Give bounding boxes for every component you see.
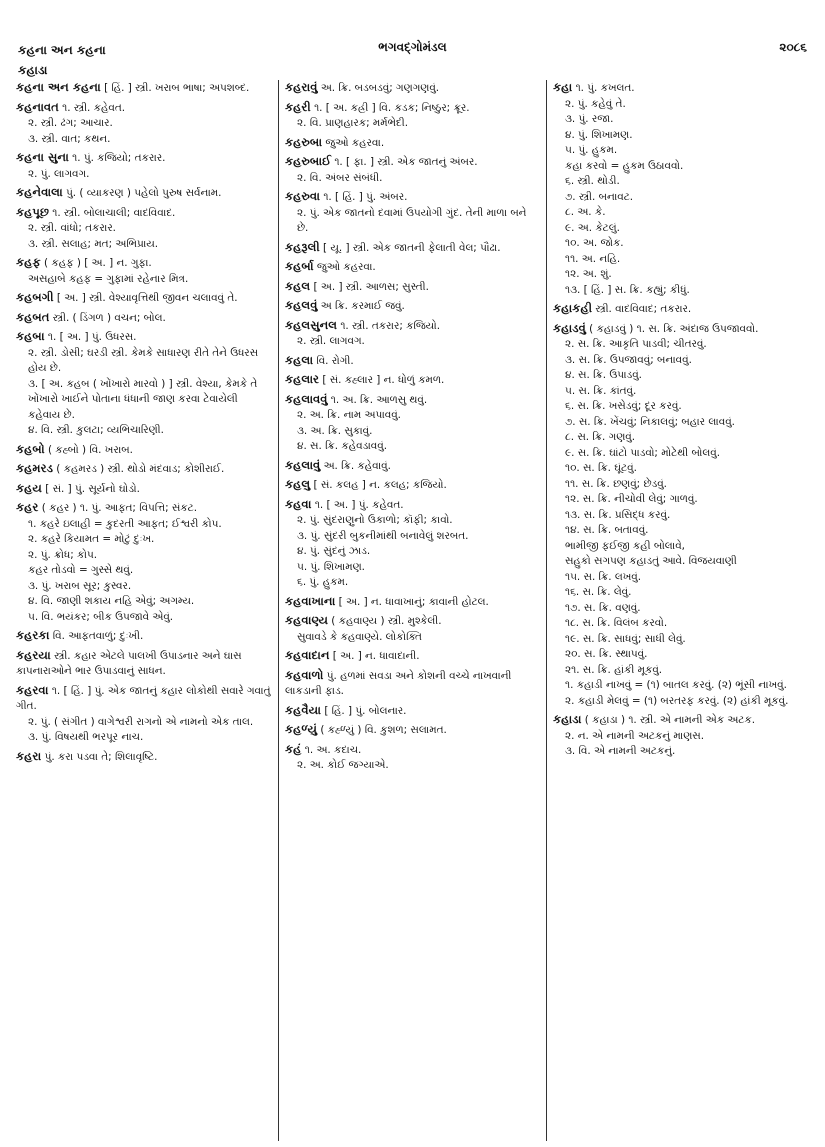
sense-line: ૨. પું. લાગવગ. <box>28 167 90 180</box>
columns <box>10 80 815 1141</box>
column-1 <box>10 80 278 1141</box>
sense-line: ૨. પું. ક્રોધ; કોપ. <box>28 548 98 561</box>
book-title: ભગવદ્ગોમંડલ <box>378 40 447 54</box>
sense-line: ૨. અ. કોઈ જગ્યાએ. <box>297 759 389 771</box>
definition: પું. ( વ્યાકરણ ) પહેલો પુરુષ સર્વનામ. <box>66 187 222 199</box>
definition: અ. ક્રિ. બડબડવું; ગણગણવું. <box>320 82 440 94</box>
sense-line: ૧૩. [ હિં. ] સ. ક્રિ. કહ્યું; કીધું. <box>565 283 690 296</box>
definition: ૧. પું. કજિયો; તકરાર. <box>72 152 166 164</box>
headword: કહલાવું <box>285 457 321 472</box>
sense-line: ૭. સ્ત્રી. બનાવટ. <box>565 190 634 203</box>
headword: કહપૂછ <box>16 204 49 219</box>
entry-first-line <box>285 458 540 475</box>
sense-line: ૭. સ. ક્રિ. ખેંચવું; નિકાલવું; બહાર લાવવું. <box>565 415 735 428</box>
dictionary-entry <box>16 310 272 327</box>
sense-line: ૨. સ્ત્રી. લાગવગ. <box>297 335 365 347</box>
definition: ( કહવાણ્ય ) સ્ત્રી. મુશ્કેલી. <box>331 615 442 627</box>
headword: કહલા <box>285 352 314 367</box>
entry-first-line <box>285 353 540 370</box>
sense-line: ૧૦. સ. ક્રિ. ઘૂંટવું. <box>565 462 637 474</box>
sense-line: ૮. સ. ક્રિ. ગણવું. <box>565 431 636 443</box>
definition: સ્ત્રી. ( ડિંગળ ) વચન; બોલ. <box>52 311 166 324</box>
dictionary-entry <box>16 648 272 680</box>
headword: કહવા <box>285 496 312 511</box>
sense-line: ૨. સ્ત્રી. ડોસી; ઘરડી સ્ત્રી. કેમકે સાધારણ રીતે તેને ઉધરસ હોય છે. <box>28 346 259 374</box>
sense-line: ૧૭. સ. ક્રિ. વણવું. <box>565 601 641 614</box>
dictionary-entry <box>16 683 272 746</box>
definition: ( કહાડા ) ૧. સ્ત્રી. એ નામની એક અટક. <box>584 714 755 726</box>
entry-first-line <box>16 749 272 766</box>
column-2 <box>278 80 546 1141</box>
sense-line: ૨. વિ. પ્રાણહારક; મર્મભેદી. <box>297 117 408 129</box>
headword: કહમરડ <box>16 461 53 475</box>
sense-line: ૩. પું. વિષયથી ભરપૂર નાચ. <box>28 731 144 743</box>
definition: [ અ. ] સ્ત્રી. વેશ્યાવૃત્તિથી જીવન ચલાવવું તે. <box>56 292 238 304</box>
sense-line: ૨૦. સ. ક્રિ. સ્થાપવું. <box>565 648 648 660</box>
entry-first-line <box>16 100 272 117</box>
definition: [ સં. કહ્લાર ] ન. ધોળું કમળ. <box>322 374 445 386</box>
definition: વિ. આફતવાળું; દુઃખી. <box>52 630 144 642</box>
headword: કહબો <box>16 441 45 456</box>
definition: ૧. [ અ. ] પું. ઉધરસ. <box>47 331 137 343</box>
sense-line: સહુકો સગપણ કહાડતું આવે. વિજયવાણી <box>565 555 737 567</box>
headword: કહવાળો <box>285 667 324 682</box>
sense-line: ૧૩. સ. ક્રિ. પ્રસિદ્ધ કરવું. <box>565 508 671 521</box>
dictionary-entry <box>285 154 540 186</box>
sense-line: ૧૯. સ. ક્રિ. સાધવું; સાધી લેવું. <box>565 632 686 645</box>
headword: કહના અન કહના <box>16 80 101 94</box>
sense-line: ૩. પું. ખરાબ સૂર; કુસ્વર. <box>28 579 132 592</box>
definition: સ્ત્રી. વાદવિવાદ; તકરાર. <box>595 303 692 315</box>
dictionary-entry <box>285 100 540 132</box>
sense-line: ભામીજી ફઈજી કહી બોલાવે, <box>565 539 685 552</box>
sense-line: ૧૮. સ. ક્રિ. વિલંબ કરવો. <box>565 617 668 629</box>
entry-first-line <box>16 150 272 167</box>
headword: કહર <box>16 500 39 514</box>
page-header <box>10 10 815 77</box>
dictionary-entry <box>285 372 540 389</box>
headword: કહળ્યું <box>285 722 317 736</box>
dictionary-entry <box>16 481 272 498</box>
definition: [ અ. ] ન. ધાવાખાનું; કાવાની હોટલ. <box>338 595 489 608</box>
entry-first-line <box>16 481 272 498</box>
entry-first-line <box>553 301 809 318</box>
page-number: ૨૦૮૬ <box>779 40 807 54</box>
sense-line: ૧૦. અ. જોક. <box>565 237 624 249</box>
headword: કહરુબા <box>285 134 323 149</box>
dictionary-entry <box>285 497 540 591</box>
definition: [ હિં. ] પું. બોલનાર. <box>324 704 407 717</box>
headword: કહાકહી <box>553 301 593 315</box>
sense-line: ૨. વિ. અંબર સંબંધી. <box>297 171 383 184</box>
entry-first-line <box>285 298 540 315</box>
dictionary-entry <box>285 703 540 720</box>
sense-line: ૫. પું. હુકમ. <box>565 144 618 156</box>
sense-line: ૪. પું. સુંદનું ઝાડ. <box>297 545 371 557</box>
last-headword: કહાડા <box>18 63 48 77</box>
sense-line: ૬. પું. હુકમ. <box>297 576 349 588</box>
headword: કહરકા <box>16 628 50 642</box>
headword: કહનાવત <box>16 99 59 114</box>
sense-line: ૨. પું. સુંદરાણુનો ઉકાળો; કૉફી; કાવો. <box>297 514 453 526</box>
entry-first-line <box>285 722 540 739</box>
sense-line: ૧૨. અ. શું. <box>565 268 612 280</box>
headword: કહબા <box>16 329 45 343</box>
headword: કહરવા <box>16 682 49 697</box>
definition: [ સં. ] પું. સૂર્યનો ઘોડો. <box>45 482 140 495</box>
definition: ( કહાડવું ) ૧. સ. ક્રિ. અંદાજ ઉપજાવવો. <box>589 322 759 335</box>
entry-first-line <box>285 154 540 171</box>
definition: ૧. સ્ત્રી. તકરાર; કજિયો. <box>340 319 441 332</box>
dictionary-entry <box>16 150 272 182</box>
headword: કહલાર <box>285 372 320 386</box>
definition: ૧. [ હિં. ] પું. એક જાતનું કહાર લોકોથી સવારે ગવાતું ગીત. <box>16 684 271 712</box>
dictionary-entry <box>285 279 540 296</box>
entry-first-line <box>16 185 272 202</box>
sense-line: ૨. કહાડી મેલવું = (૧) બરતરફ કરવું. (૨) હાંકી મૂકવું. <box>565 694 789 707</box>
sense-line: સુવાવડે કે કહવાણ્યે. લોકોક્તિ <box>297 630 422 643</box>
first-headword: કહના અન કહના <box>18 43 106 57</box>
headword: કહલાવવું <box>285 391 328 406</box>
sense-line: ૩. અ. ક્રિ. સુકાવું. <box>297 424 373 437</box>
definition: ૧. પું. કખલત. <box>575 82 635 94</box>
headword: કહલવું <box>285 298 318 312</box>
entry-first-line <box>285 648 540 665</box>
dictionary-entry <box>553 301 809 318</box>
sense-line: ૩. વિ. એ નામની અટકનું. <box>565 745 676 757</box>
sense-line: ૫. વિ. ભયંકર; બીક ઉપજાવે એવું. <box>28 610 174 623</box>
sense-line: અસહાબે કહફ = ગુફામાં રહેનાર મિત્ર. <box>28 272 189 285</box>
headword: કહા <box>553 80 573 94</box>
dictionary-entry <box>285 648 540 665</box>
entry-first-line <box>553 80 809 97</box>
dictionary-entry <box>285 458 540 475</box>
headword: કહબત <box>16 309 50 324</box>
headword: કહાડવું <box>553 320 586 335</box>
sense-line: કહર તોડવો = ગુસ્સે થવું. <box>28 564 134 576</box>
headword: કહવાદાન <box>285 648 330 662</box>
sense-line: ૨. સ્ત્રી. ઢંગ; આચાર. <box>28 117 113 129</box>
sense-line: ૫. પું. શિખામણ. <box>297 560 365 573</box>
dictionary-entry <box>285 477 540 494</box>
headword: કહર્બા <box>285 259 314 273</box>
dictionary-entry <box>16 100 272 148</box>
headword: કહલુ <box>285 477 311 491</box>
dictionary-entry <box>285 594 540 611</box>
sense-line: ૧૪. સ. ક્રિ. બતાવવું. <box>565 524 649 536</box>
sense-line: ૨૧. સ. ક્રિ. હાંકી મૂકવું. <box>565 663 663 676</box>
dictionary-entry <box>16 442 272 459</box>
entry-first-line <box>285 240 540 257</box>
definition: અ ક્રિ. કરમાઈ જવું. <box>320 300 405 312</box>
sense-line: ૬. સ્ત્રી. થોડી. <box>565 175 620 187</box>
entry-first-line <box>16 290 272 307</box>
entry-first-line <box>285 259 540 276</box>
headword: કહરૂલી <box>285 239 320 254</box>
sense-line: ૨. ન. એ નામની અટકનું માણસ. <box>565 729 705 742</box>
entry-first-line <box>16 255 272 272</box>
headword: કહરા <box>16 748 42 763</box>
entry-first-line <box>16 648 272 680</box>
sense-line: ૩. સ્ત્રી. સલાહ; મત; અભિપ્રાય. <box>28 237 159 250</box>
dictionary-entry <box>285 668 540 700</box>
headword: કહવાખાના <box>285 593 336 608</box>
entry-first-line <box>285 668 540 700</box>
sense-line: ૧૫. સ. ક્રિ. લખવું. <box>565 570 642 583</box>
dictionary-entry <box>285 80 540 97</box>
headword: કહબગી <box>16 290 54 304</box>
dictionary-entry <box>16 255 272 287</box>
entry-first-line <box>16 310 272 327</box>
entry-first-line <box>285 703 540 720</box>
definition: ૧. [ અ. ] પું. કહેવત. <box>314 498 404 511</box>
entry-first-line <box>285 742 540 759</box>
definition: [ યૂ. ] સ્ત્રી. એક જાતની ફેલાતી વેલ; પૌઢા. <box>323 241 501 254</box>
dictionary-entry <box>16 628 272 645</box>
sense-line: ૪. સ. ક્રિ. કહેવડાવવું. <box>297 440 388 452</box>
entry-first-line <box>285 497 540 514</box>
sense-line: ૧૬. સ. ક્રિ. લેવું. <box>565 586 632 598</box>
dictionary-entry <box>553 321 809 710</box>
sense-line: ૩. [ અ. કહબ ( ખોંખારો મારવો ) ] સ્ત્રી. વેશ્યા, કેમકે તે ખોંખારો ખાઈને પોતાના ધંધાની જાણ કરવા ટેવાયેલી કહેવાય છે. <box>28 377 258 421</box>
sense-line: ૩. પું. રજા. <box>565 113 614 125</box>
definition: [ અ. ] સ્ત્રી. આળસ; સુસ્તી. <box>313 280 429 293</box>
definition: પું. હળમાં સવડા અને કોશની વચ્ચે નાખવાની લાકડાની ફાડ. <box>285 669 512 697</box>
dictionary-entry <box>285 135 540 152</box>
headword: કહય <box>16 480 42 495</box>
sense-line: ૧૧. સ. ક્રિ. છણવું; છેડવું. <box>565 477 667 490</box>
entry-first-line <box>16 329 272 346</box>
headword: કહના સુના <box>16 150 69 164</box>
entry-first-line <box>16 205 272 222</box>
dictionary-entry <box>16 80 272 97</box>
sense-line: ૪. પું. શિખામણ. <box>565 128 633 141</box>
dictionary-entry <box>16 749 272 766</box>
definition: ( કહ્બો ) વિ. ખરાબ. <box>47 443 133 456</box>
dictionary-entry <box>16 290 272 307</box>
sense-line: ૬. સ. ક્રિ. ખસેડવું; દૂર કરવું. <box>565 400 682 412</box>
sense-line: ૧. કહાડી નાખવું = (૧) બાતલ કરવું. (૨) ભૂંસી નાખવું. <box>565 679 787 691</box>
sense-line: ૧૨. સ. ક્રિ. નીચોવી લેવું; ગાળવું. <box>565 493 698 505</box>
dictionary-entry <box>16 461 272 478</box>
entry-first-line <box>553 321 809 338</box>
dictionary-entry <box>16 185 272 202</box>
definition: ૧. [ ફા. ] સ્ત્રી. એક જાતનું અંબર. <box>334 156 478 168</box>
definition: ૧. સ્ત્રી. કહેવત. <box>62 101 126 114</box>
definition: પું. કરા પડવા તે; શિલાવૃષ્ટિ. <box>44 750 158 763</box>
column-3 <box>546 80 815 1141</box>
dictionary-entry <box>16 205 272 253</box>
definition: [ અ. ] ન. ધાવાદાની. <box>332 650 420 662</box>
sense-line: ૧૧. અ. નહિ. <box>565 252 621 265</box>
dictionary-entry <box>285 240 540 257</box>
entry-first-line <box>285 189 540 206</box>
definition: ૧. અ. ક્રિ. આળસુ થવું. <box>330 393 428 406</box>
definition: અ. ક્રિ. કહેવાવું. <box>323 459 391 472</box>
headword: કહલસુનલ <box>285 317 337 332</box>
definition: ૧. સ્ત્રી. બોલાચાલી; વાદવિવાદ. <box>52 206 176 219</box>
entry-first-line <box>553 712 809 729</box>
dictionary-entry <box>553 80 809 298</box>
dictionary-entry <box>285 353 540 370</box>
sense-line: ૪. વિ. જાણી શકાય નહિ એવું; અગમ્ય. <box>28 595 195 607</box>
headword: કહલ <box>285 278 311 293</box>
sense-line: ૨. અ. ક્રિ. નામ અપાવવું. <box>297 409 401 421</box>
entry-first-line <box>16 628 272 645</box>
definition: જુઓ કહરવા. <box>325 136 385 149</box>
definition: જુઓ કહરવા. <box>316 261 376 273</box>
sense-line: ૨. પું. કહેવું તે. <box>565 97 626 110</box>
entry-first-line <box>16 500 272 517</box>
headword: કહવૈયા <box>285 702 321 717</box>
headword: કહનેવાલા <box>16 185 63 199</box>
entry-first-line <box>285 594 540 611</box>
definition: ૧. અ. કદાચ. <box>304 743 362 756</box>
sense-line: ૪. વિ. સ્ત્રી. કુલટા; વ્યભિચારિણી. <box>28 424 164 436</box>
sense-line: ૨. સ્ત્રી. વાંધો; તકરાર. <box>28 222 116 234</box>
entry-first-line <box>285 613 540 630</box>
headword: કહરુબાઈ <box>285 154 332 168</box>
entry-first-line <box>285 100 540 117</box>
headword: કહરયા <box>16 647 51 662</box>
sense-line: ૨. પું. ( સંગીત ) વાગેશ્વરી રાગનો એ નામનો એક તાલ. <box>28 715 254 728</box>
sense-line: ૧. કહરે ઇલાહી = કુદરતી આફત; ઈશ્વરી કોપ. <box>28 517 222 530</box>
definition: ૧. [ અ. કહ્રી ] વિ. કડક; નિષ્ઠુર; ક્રૂર. <box>314 101 470 114</box>
dictionary-entry <box>285 613 540 645</box>
definition: ( કહમરડ ) સ્ત્રી. થોડો મંદવાડ; કોશીરાઈ. <box>56 463 225 475</box>
sense-line: ૨. સ. ક્રિ. આકૃતિ પાડવી; ચીતરવું. <box>565 338 707 350</box>
entry-first-line <box>285 392 540 409</box>
sense-line: ૯. સ. ક્રિ. ઘાંટો પાડવો; મોટેથી બોલવું. <box>565 446 721 459</box>
headword: કહરી <box>285 99 311 114</box>
dictionary-entry <box>16 500 272 625</box>
entry-first-line <box>16 442 272 459</box>
headword: કહં <box>285 741 302 756</box>
headword: કહવાણ્ય <box>285 613 328 627</box>
dictionary-entry <box>285 259 540 276</box>
dictionary-entry <box>285 742 540 774</box>
definition: [ સં. કલહ ] ન. કલહ; કજિયો. <box>313 479 447 491</box>
sense-line: ૩. સ. ક્રિ. ઉપજાવવું; બનાવવું. <box>565 353 692 366</box>
entry-first-line <box>285 372 540 389</box>
dictionary-entry <box>285 392 540 455</box>
sense-line: ૫. સ. ક્રિ. કાંતવું. <box>565 384 637 397</box>
dictionary-entry <box>285 318 540 350</box>
definition: ( કહફ ) [ અ. ] ન. ગુફા. <box>44 257 152 269</box>
entry-first-line <box>16 683 272 715</box>
entry-first-line <box>16 461 272 478</box>
definition: [ હિં. ] સ્ત્રી. ખરાબ ભાષા; અપશબ્દ. <box>104 82 250 94</box>
headword: કહરાવું <box>285 80 318 94</box>
definition: ( કહર ) ૧. પું. આફત; વિપત્તિ; સંકટ. <box>41 502 197 514</box>
sense-line: કહા કરવો = હુકમ ઉઠાવવો. <box>565 159 684 172</box>
entry-first-line <box>285 80 540 97</box>
entry-first-line <box>285 477 540 494</box>
headword: કહાડા <box>553 712 582 726</box>
sense-line: ૨. કહરે કિયામત = મોટું દુઃખ. <box>28 533 155 545</box>
sense-line: ૨. પું. એક જાતનો દવામાં ઉપયોગી ગુંદ. તેની માળા બને છે. <box>297 206 527 234</box>
sense-line: ૯. અ. કેટલું. <box>565 221 620 234</box>
sense-line: ૪. સ. ક્રિ. ઉપાડવું. <box>565 369 642 381</box>
entry-first-line <box>285 318 540 335</box>
headword: કહફ <box>16 255 41 269</box>
definition: વિ. રોગી. <box>316 354 354 367</box>
entry-first-line <box>285 135 540 152</box>
entry-first-line <box>285 279 540 296</box>
sense-line: ૩. પું. સુંદરી બુકનીમાંથી બનાવેલું શરબત. <box>297 529 469 542</box>
entry-first-line <box>16 80 272 97</box>
dictionary-entry <box>285 298 540 315</box>
dictionary-entry <box>16 329 272 439</box>
sense-line: ૮. અ. કે. <box>565 206 606 218</box>
headword: કહરુવા <box>285 189 320 203</box>
definition: ( કહ્ળ્યું ) વિ. કુશળ; સલામત. <box>320 724 447 736</box>
definition: સ્ત્રી. કહાર એટલે પાલખી ઉપાડનાર અને ઘાસ કાપનારાઓને ભાર ઉપાડવાનું સાધન. <box>16 649 242 677</box>
dictionary-entry <box>285 722 540 739</box>
sense-line: ૩. સ્ત્રી. વાત; કથન. <box>28 132 111 145</box>
dictionary-entry <box>553 712 809 760</box>
dictionary-entry <box>285 189 540 237</box>
definition: ૧. [ હિં. ] પું. અંબર. <box>323 191 408 203</box>
